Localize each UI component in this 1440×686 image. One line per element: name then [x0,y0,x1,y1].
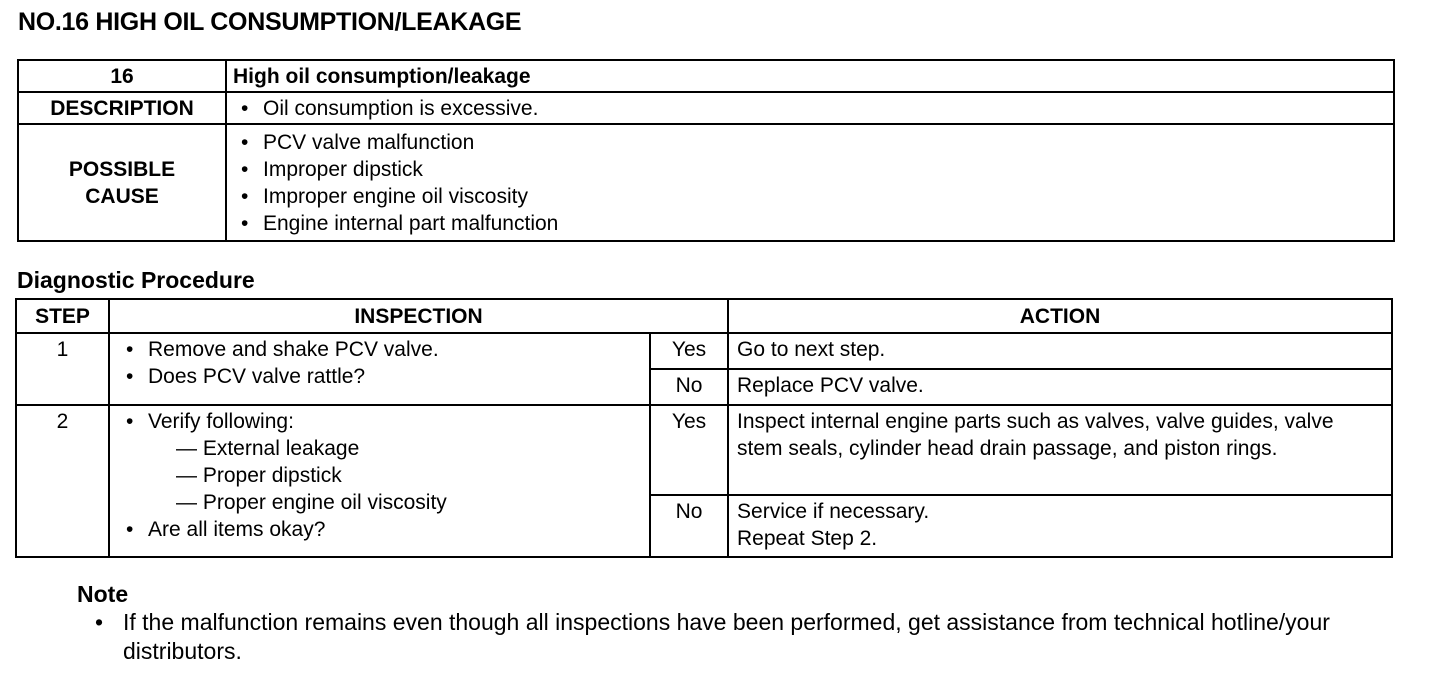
action-line: Inspect internal engine parts such as valves, valve guides, valve stem seals, cylinder head drain passage, and piston rings. [737,410,1334,460]
action-line: Repeat Step 2. [737,527,878,550]
inspection-list [120,408,641,543]
possible-cause-row [18,124,1394,241]
step-column-header: STEP [16,299,109,333]
procedure-header-row [16,299,1392,333]
inspection-item: • Are all items okay? [120,516,641,543]
action-column-header: ACTION [728,299,1392,333]
no-label: No [650,369,728,405]
note-title: Note [77,581,129,607]
page-title: NO.16 HIGH OIL CONSUMPTION/LEAKAGE [18,8,522,36]
possible-cause-label-line2: CAUSE [85,184,159,208]
table-row [16,333,1392,369]
cause-item: • Engine internal part malfunction [235,210,1385,237]
diagnostic-procedure-table [15,298,1393,558]
inspection-cell [109,333,650,405]
note-item: • If the malfunction remains even though all inspections have been performed, get assistance from technical hotline/your distributors. [77,608,1377,666]
symptom-heading: High oil consumption/leakage [226,60,1394,92]
description-row [18,92,1394,124]
note-list [77,608,1377,666]
inspection-subitem: — Proper engine oil viscosity [176,491,447,514]
inspection-subitem: — External leakage [176,437,360,460]
no-label: No [650,495,728,557]
possible-cause-label [18,124,226,241]
description-cell [226,92,1394,124]
note-block [77,580,1377,666]
inspection-item: • Remove and shake PCV valve. [120,336,641,363]
yes-label: Yes [650,405,728,495]
action-line: Replace PCV valve. [737,374,924,397]
inspection-intro: • Verify following: [148,410,294,433]
action-line: Go to next step. [737,338,886,361]
yes-label: Yes [650,333,728,369]
inspection-sublist [148,435,641,516]
symptom-summary-table [17,59,1395,242]
inspection-item [120,408,641,516]
possible-cause-label-line1: POSSIBLE [68,157,176,181]
possible-cause-list [235,129,1385,237]
inspection-subitem: — Proper dipstick [176,464,342,487]
yes-action [728,333,1392,369]
step-number: 2 [16,405,109,557]
cause-item: • Improper dipstick [235,156,1385,183]
cause-item: • Improper engine oil viscosity [235,183,1385,210]
inspection-list [120,336,641,390]
no-action [728,369,1392,405]
symptom-number: 16 [18,60,226,92]
cause-item: • PCV valve malfunction [235,129,1385,156]
description-item: • Oil consumption is excessive. [235,95,1393,122]
description-label: DESCRIPTION [18,92,226,124]
step-number: 1 [16,333,109,405]
inspection-cell [109,405,650,557]
table-row [16,405,1392,495]
diagnostic-procedure-heading: Diagnostic Procedure [17,267,255,293]
inspection-column-header: INSPECTION [109,299,728,333]
no-action [728,495,1392,557]
description-list [235,95,1393,122]
yes-action [728,405,1392,495]
summary-header-row [18,60,1394,92]
inspection-item: • Does PCV valve rattle? [120,363,641,390]
action-line: Service if necessary. [737,500,930,523]
possible-cause-cell [226,124,1394,241]
